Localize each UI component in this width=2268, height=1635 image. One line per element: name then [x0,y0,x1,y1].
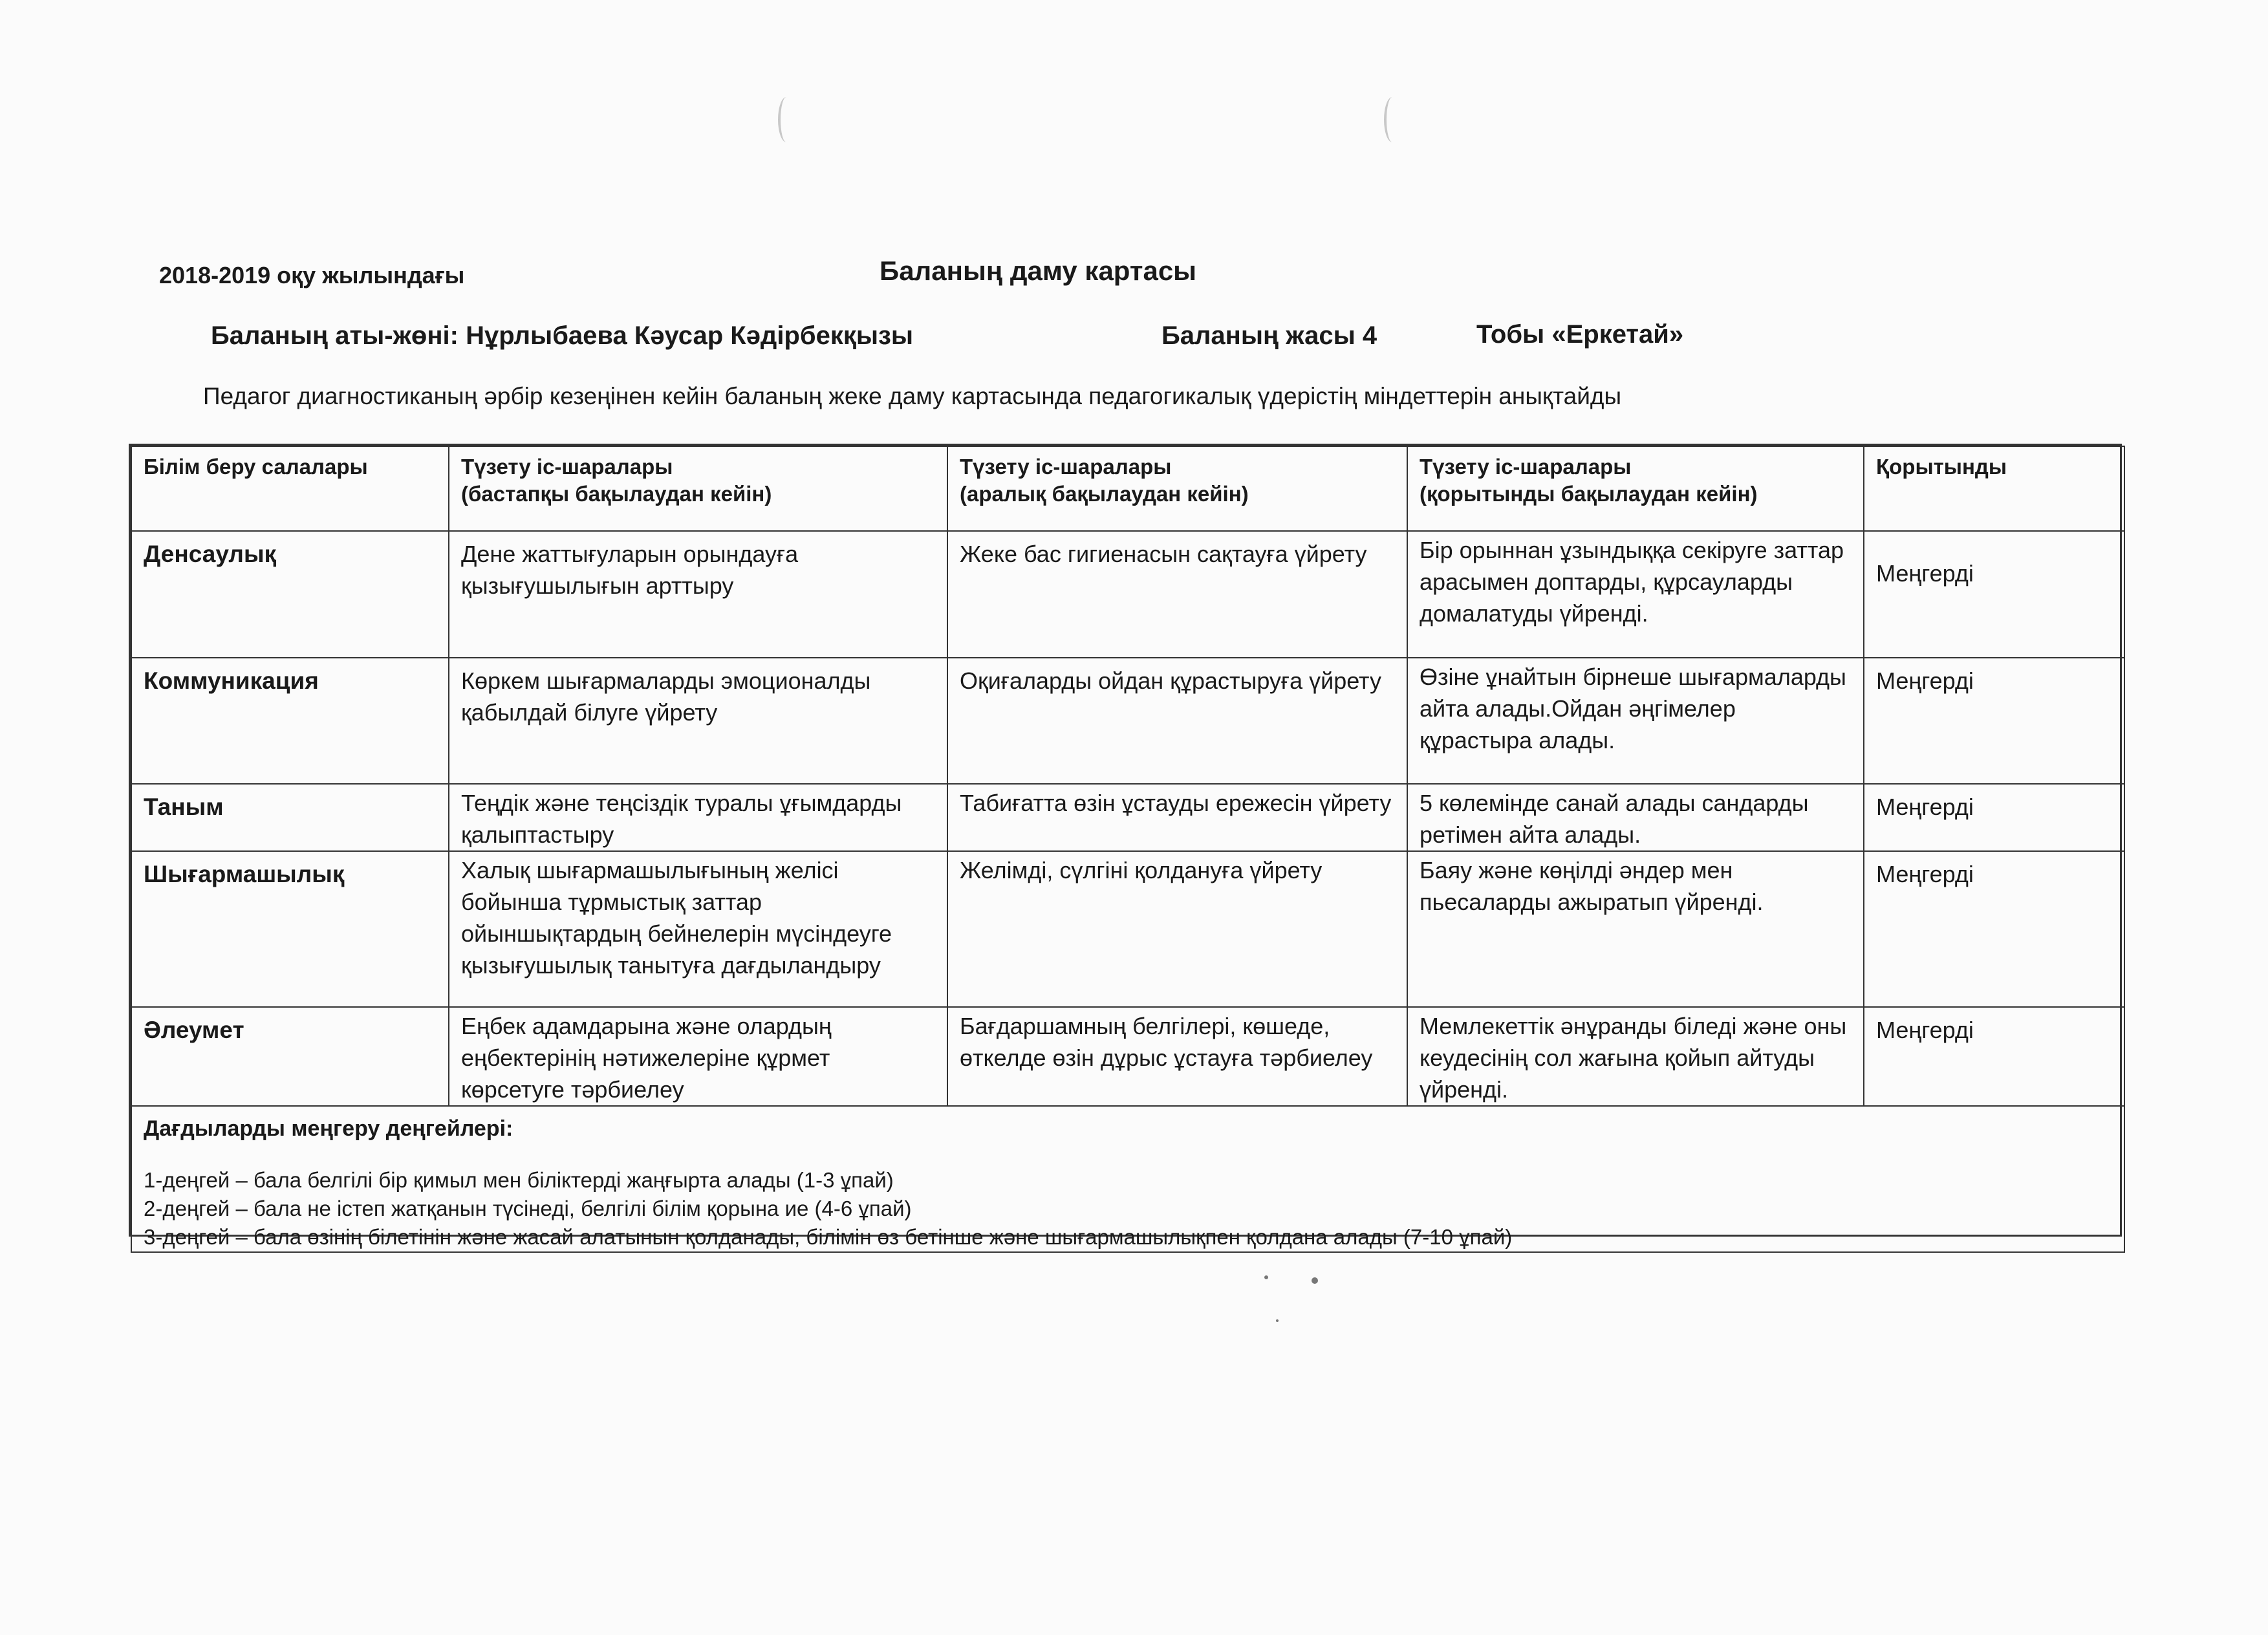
header-education-areas: Білім беру салалары [131,446,449,531]
level-item: 3-деңгей – бала өзінің білетінін және жасай алатынын қолданады, білімін өз бетінше және шығармашылықпен қолдана алады (7-10 ұпай) [144,1225,1513,1249]
child-age: Баланың жасы 4 [1161,321,1377,350]
school-year: 2018-2019 оқу жылындағы [159,262,465,288]
header-intermediate-measures: Түзету іс-шаралары (аралық бақылаудан кейін) [947,446,1407,531]
initial-cell: Теңдік және теңсіздік туралы ұғымдарды қалыптастыру [449,784,947,851]
scan-bracket-mark-left [778,97,795,142]
intermediate-cell: Жеке бас гигиенасын сақтауға үйрету [947,531,1407,658]
intermediate-cell: Табиғатта өзін ұстауды ережесін үйрету [947,784,1407,851]
skill-levels-cell [131,1106,2124,1252]
table-header-row [131,446,2124,531]
final-cell: Мемлекеттік әнұранды біледі және оны кеудесінің сол жағына қойып айтуды үйренді. [1407,1007,1864,1106]
area-cell: Таным [131,784,449,851]
final-cell: Баяу және көңілді әндер мен пьесаларды ажыратып үйренді. [1407,851,1864,1007]
intermediate-cell: Желімді, сүлгіні қолдануға үйрету [947,851,1407,1007]
level-item: 2-деңгей – бала не істеп жатқанын түсінеді, белгілі білім қорына ие (4-6 ұпай) [144,1196,912,1220]
result-cell: Меңгерді [1864,851,2124,1007]
level-item: 1-деңгей – бала белгілі бір қимыл мен біліктерді жаңғырта алады (1-3 ұпай) [144,1168,894,1192]
development-card-table [129,444,2122,1249]
result-cell: Меңгерді [1864,658,2124,784]
final-cell: Өзіне ұнайтын бірнеше шығармаларды айта алады.Ойдан әңгімелер құрастыра алады. [1407,658,1864,784]
header-final-measures: Түзету іс-шаралары (қорытынды бақылаудан кейін) [1407,446,1864,531]
table-row [131,658,2124,784]
initial-cell: Дене жаттығуларын орындауға қызығушылығын арттыру [449,531,947,658]
initial-cell: Еңбек адамдарына және олардың еңбектерінің нәтижелеріне құрмет көрсетуге тәрбиелеу [449,1007,947,1106]
area-cell: Шығармашылық [131,851,449,1007]
header-initial-measures: Түзету іс-шаралары (бастапқы бақылаудан кейін) [449,446,947,531]
scan-speck [1276,1319,1279,1322]
area-cell: Әлеумет [131,1007,449,1106]
final-cell: 5 көлемінде санай алады сандарды ретімен айта алады. [1407,784,1864,851]
scan-speck [1264,1275,1268,1279]
intro-text: Педагог диагностиканың әрбір кезеңінен кейін баланың жеке даму картасында педагогикалық үдерістің міндеттерін анықтайды [203,383,1622,409]
table-row [131,1007,2124,1106]
scan-bracket-mark-right [1384,97,1401,142]
child-name: Баланың аты-жөні: Нұрлыбаева Кәусар Кәдірбекқызы [211,321,914,350]
result-cell: Меңгерді [1864,784,2124,851]
scan-speck [1312,1277,1318,1284]
final-cell: Бір орыннан ұзындыққа секіруге заттар арасымен доптарды, құрсауларды домалатуды үйренді. [1407,531,1864,658]
child-group: Тобы «Еркетай» [1476,320,1684,349]
table-row [131,851,2124,1007]
skill-levels-row [131,1106,2124,1252]
intermediate-cell: Оқиғаларды ойдан құрастыруға үйрету [947,658,1407,784]
skill-levels-title: Дағдыларды меңгеру деңгейлері: [144,1116,513,1141]
table-row [131,531,2124,658]
table-row [131,784,2124,851]
result-cell: Меңгерді [1864,1007,2124,1106]
initial-cell: Халық шығармашылығының желісі бойынша тұрмыстық заттар ойыншықтардың бейнелерін мүсіндеуге қызығушылық танытуға дағдыландыру [449,851,947,1007]
initial-cell: Көркем шығармаларды эмоционалды қабылдай білуге үйрету [449,658,947,784]
intermediate-cell: Бағдаршамның белгілері, көшеде, өткелде өзін дұрыс ұстауға тәрбиелеу [947,1007,1407,1106]
result-cell: Меңгерді [1864,531,2124,658]
area-cell: Коммуникация [131,658,449,784]
header-conclusion: Қорытынды [1864,446,2124,531]
area-cell: Денсаулық [131,531,449,658]
page-title: Баланың даму картасы [880,255,1197,286]
